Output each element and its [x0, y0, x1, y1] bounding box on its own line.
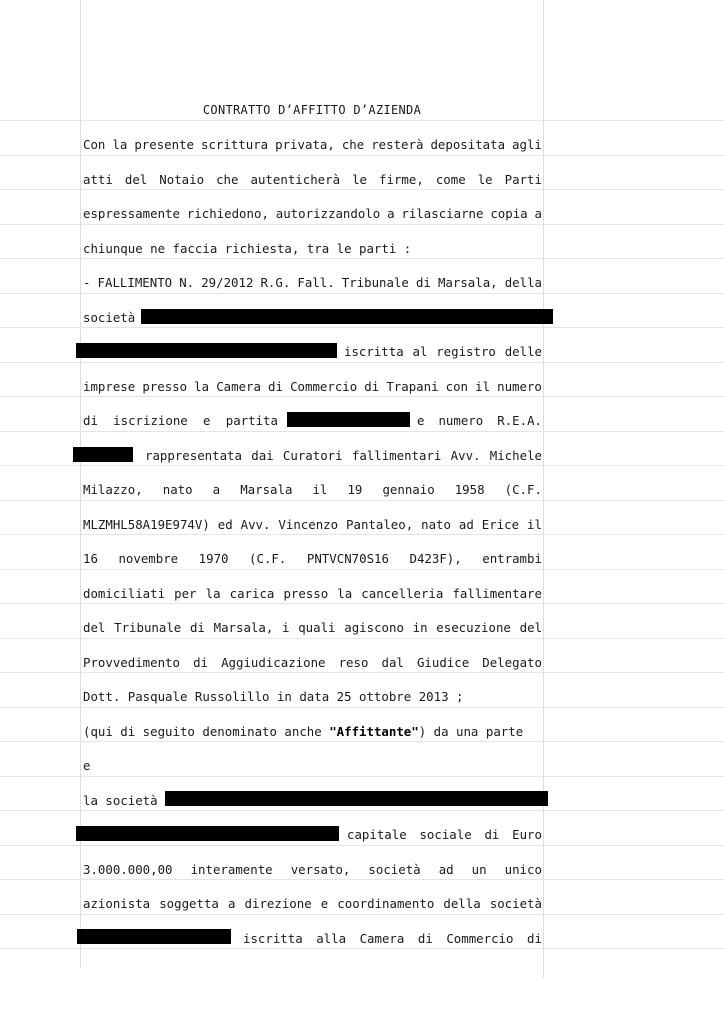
word: di — [193, 655, 208, 670]
word: Commercio — [446, 931, 514, 946]
word: 1970 — [198, 551, 229, 566]
word: R.E.A. — [497, 413, 542, 428]
text-line — [83, 620, 542, 636]
word: della — [443, 896, 481, 911]
line-rule — [0, 327, 724, 328]
word: Curatori — [282, 448, 343, 463]
word: Euro — [512, 827, 542, 842]
text-line: la società — [83, 793, 158, 808]
word: ad — [438, 862, 454, 877]
word: la — [337, 586, 353, 601]
line-rule — [0, 948, 724, 949]
text-line: e — [83, 758, 91, 773]
text-line — [83, 206, 542, 222]
text-line: Dott. Pasquale Russolillo in data 25 ottobre 2013 ; — [83, 689, 464, 704]
line-rule — [0, 293, 724, 294]
word: di — [268, 379, 283, 394]
word: al — [412, 344, 428, 359]
text-line: società — [83, 310, 136, 325]
text-line — [83, 482, 542, 498]
text-line — [83, 896, 542, 912]
word: di — [364, 379, 380, 394]
line-rule — [0, 396, 724, 397]
word: Tribunale — [341, 275, 409, 290]
word: in — [412, 620, 428, 635]
word: di — [415, 275, 431, 290]
word: rilasciarne — [401, 206, 484, 221]
word: resterà — [371, 137, 424, 152]
word: dal — [381, 655, 404, 670]
word: Marsala — [240, 482, 293, 497]
word: Camera — [359, 931, 405, 946]
text-line — [83, 862, 542, 878]
word: autorizzandolo — [275, 206, 381, 221]
right-margin-rule — [543, 0, 544, 978]
word: 29/2012 — [201, 275, 254, 290]
text-fragment: ) da una parte — [418, 724, 524, 739]
redaction-bar — [141, 309, 553, 324]
word: di — [189, 620, 205, 635]
word: iscrizione — [113, 413, 188, 428]
line-rule — [0, 914, 724, 915]
word: depositata — [430, 137, 506, 152]
word: presso — [283, 586, 329, 601]
word: imprese — [83, 379, 136, 394]
word: del — [124, 172, 148, 187]
word: N. — [179, 275, 195, 290]
line-rule — [0, 603, 724, 604]
word: che — [216, 172, 239, 187]
word: Marsala, — [213, 620, 274, 635]
word: numero — [497, 379, 542, 394]
word: iscritta — [344, 344, 404, 359]
word: di — [83, 413, 98, 428]
word: direzione — [244, 896, 312, 911]
word: esecuzione — [436, 620, 511, 635]
word: sociale — [419, 827, 472, 842]
affittante-term: "Affittante" — [329, 724, 419, 739]
word: versato, — [290, 862, 351, 877]
word: Tribunale — [114, 620, 182, 635]
word: di — [527, 931, 542, 946]
word: la — [112, 137, 128, 152]
word: di — [417, 931, 433, 946]
text-line — [83, 172, 542, 188]
word: registro — [436, 344, 496, 359]
word: società — [489, 896, 542, 911]
word: soggetta — [159, 896, 219, 911]
word: atti — [83, 172, 113, 187]
word: 1958 — [454, 482, 485, 497]
line-rule — [0, 258, 724, 259]
word: coordinamento — [337, 896, 435, 911]
word: il — [312, 482, 328, 497]
word: Marsala, — [437, 275, 498, 290]
word: Erice — [481, 517, 520, 532]
line-rule — [0, 741, 724, 742]
text-line — [83, 517, 542, 533]
word: le — [352, 172, 367, 187]
word: della — [504, 275, 542, 290]
line-rule — [0, 638, 724, 639]
word: a — [212, 482, 221, 497]
word: agiscono — [344, 620, 404, 635]
word: Avv. — [240, 517, 271, 532]
text-line — [243, 931, 542, 947]
word: privata, — [275, 137, 335, 152]
word: 19 — [347, 482, 363, 497]
redaction-bar — [76, 826, 339, 841]
word: Pantaleo, — [346, 517, 414, 532]
text-line — [83, 379, 542, 395]
word: i — [282, 620, 290, 635]
word: PNTVCN70S16 — [306, 551, 389, 566]
word: la — [205, 586, 221, 601]
line-rule — [0, 120, 724, 121]
line-rule — [0, 534, 724, 535]
line-rule — [0, 672, 724, 673]
word: Camera — [216, 379, 261, 394]
word: come — [435, 172, 466, 187]
word: agli — [512, 137, 542, 152]
word: Commercio — [290, 379, 358, 394]
word: espressamente — [83, 206, 180, 221]
word: - — [83, 275, 91, 290]
word: delle — [504, 344, 542, 359]
word: di — [484, 827, 500, 842]
word: e — [417, 413, 425, 428]
word: a — [387, 206, 395, 221]
line-rule — [0, 707, 724, 708]
line-rule — [0, 431, 724, 432]
word: interamente — [190, 862, 273, 877]
text-line — [417, 413, 542, 429]
word: nato — [162, 482, 193, 497]
text-line — [83, 724, 542, 740]
word: firme, — [379, 172, 424, 187]
word: società — [368, 862, 421, 877]
word: R.G. — [260, 275, 291, 290]
word: Michele — [489, 448, 542, 463]
word: del — [83, 620, 106, 635]
word: domiciliati — [83, 586, 166, 601]
line-rule — [0, 776, 724, 777]
text-line — [344, 344, 542, 360]
word: richiedono, — [186, 206, 269, 221]
word: Parti — [504, 172, 542, 187]
word: Delegato — [482, 655, 542, 670]
line-rule — [0, 500, 724, 501]
text-line — [145, 448, 542, 464]
word: rappresentata — [145, 448, 242, 463]
word: ad — [458, 517, 474, 532]
word: novembre — [118, 551, 179, 566]
word: con — [445, 379, 469, 394]
line-rule — [0, 155, 724, 156]
word: Avv. — [450, 448, 481, 463]
word: a — [227, 896, 236, 911]
word: e — [320, 896, 329, 911]
word: Milazzo, — [83, 482, 143, 497]
text-line — [83, 551, 542, 567]
redaction-bar — [73, 447, 133, 462]
word: (C.F. — [504, 482, 542, 497]
line-rule — [0, 810, 724, 811]
redaction-bar — [165, 791, 548, 806]
text-line — [83, 586, 542, 602]
text-line — [83, 137, 542, 153]
word: Vincenzo — [278, 517, 339, 532]
word: presente — [134, 137, 194, 152]
word: scrittura — [201, 137, 269, 152]
line-rule — [0, 569, 724, 570]
line-rule — [0, 465, 724, 466]
line-rule — [0, 224, 724, 225]
word: entrambi — [482, 551, 542, 566]
word: azionista — [83, 896, 151, 911]
word: alla — [316, 931, 347, 946]
word: ed — [217, 517, 233, 532]
line-rule — [0, 362, 724, 363]
word: quali — [298, 620, 336, 635]
word: autenticherà — [250, 172, 341, 187]
word: il — [475, 379, 491, 394]
word: presso — [142, 379, 188, 394]
word: numero — [438, 413, 484, 428]
word: Fall. — [297, 275, 335, 290]
word: un — [471, 862, 487, 877]
word: 3.000.000,00 — [83, 862, 173, 877]
line-rule — [0, 189, 724, 190]
left-margin-rule — [80, 0, 81, 968]
word: del — [519, 620, 542, 635]
redaction-bar — [77, 929, 231, 944]
word: fallimentare — [452, 586, 542, 601]
word: per — [174, 586, 197, 601]
word: dai — [251, 448, 274, 463]
word: Provvedimento — [83, 655, 180, 670]
document-title: CONTRATTO D’AFFITTO D’AZIENDA — [202, 103, 422, 117]
text-line — [83, 413, 278, 429]
word: a — [534, 206, 542, 221]
word: Aggiudicazione — [221, 655, 326, 670]
word: copia — [490, 206, 528, 221]
word: capitale — [347, 827, 407, 842]
word: MLZMHL58A19E974V) — [83, 517, 210, 532]
word: e — [203, 413, 211, 428]
word: che — [341, 137, 365, 152]
text-fragment: (qui di seguito denominato anche — [83, 724, 330, 739]
word: partita — [225, 413, 278, 428]
line-rule — [0, 879, 724, 880]
word: Giudice — [416, 655, 470, 670]
word: 16 — [83, 551, 98, 566]
word: reso — [338, 655, 369, 670]
redaction-bar — [76, 343, 337, 358]
word: Con — [83, 137, 106, 152]
word: la — [194, 379, 210, 394]
word: cancelleria — [361, 586, 444, 601]
word: unico — [504, 862, 542, 877]
text-line: chiunque ne faccia richiesta, tra le parti : — [83, 241, 412, 256]
word: (C.F. — [249, 551, 287, 566]
word: gennaio — [382, 482, 435, 497]
word: D423F), — [409, 551, 462, 566]
word: fallimentari — [351, 448, 442, 463]
word: nato — [421, 517, 451, 532]
text-line — [347, 827, 542, 843]
word: Trapani — [386, 379, 439, 394]
line-rule — [0, 845, 724, 846]
word: Notaio — [159, 172, 205, 187]
redaction-bar — [287, 412, 410, 427]
word: il — [527, 517, 542, 532]
word: carica — [229, 586, 275, 601]
text-line — [83, 655, 542, 671]
word: FALLIMENTO — [97, 275, 173, 290]
text-line — [83, 275, 542, 291]
word: le — [477, 172, 493, 187]
word: iscritta — [243, 931, 303, 946]
